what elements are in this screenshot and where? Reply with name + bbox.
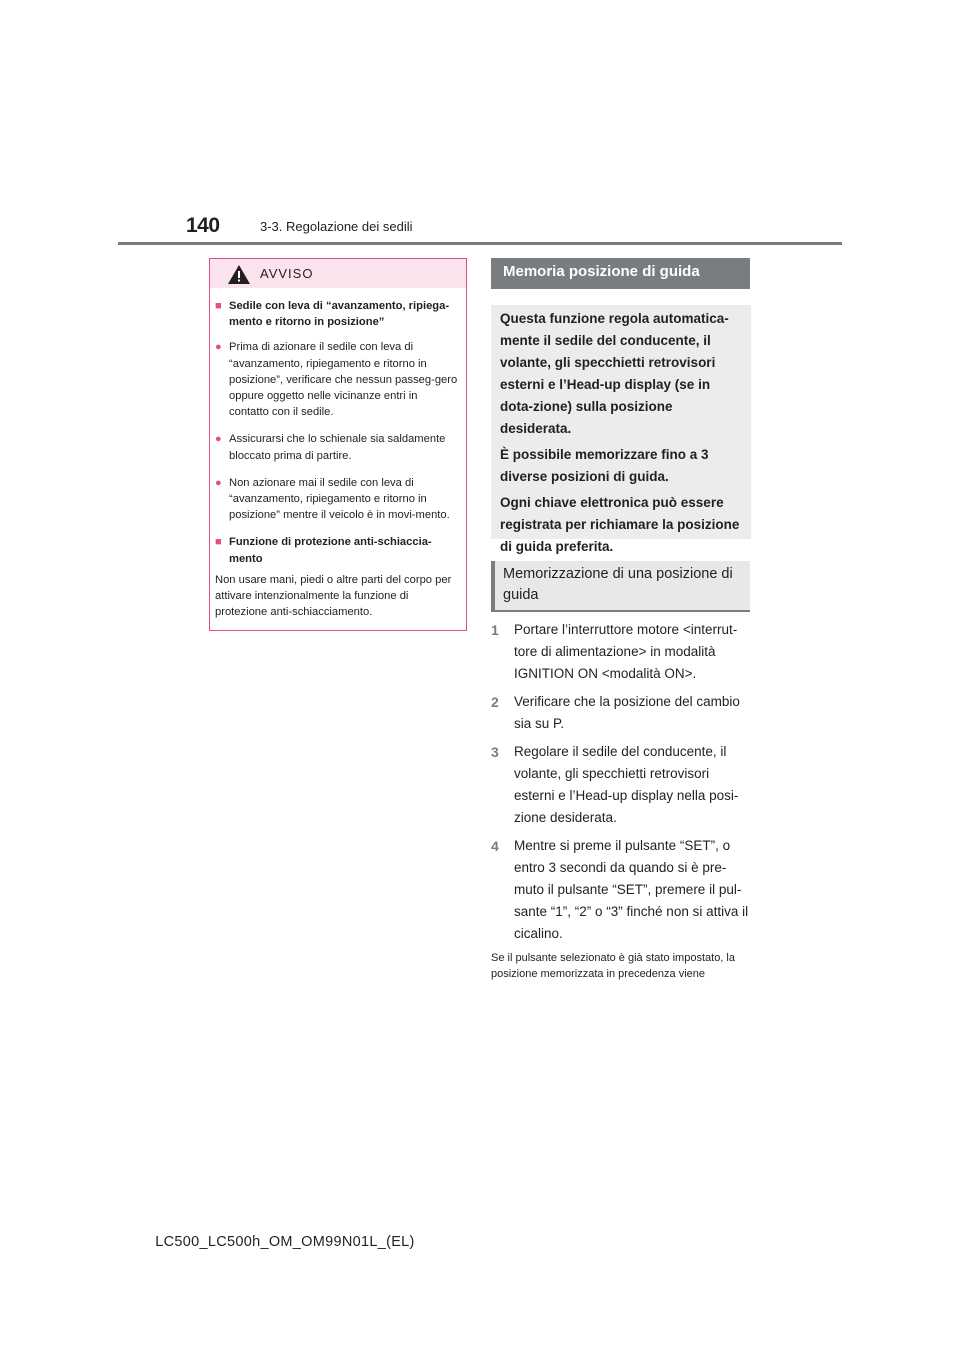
warning-header xyxy=(210,259,466,288)
warning-closing-text: Non usare mani, piedi o altre parti del corpo per attivare intenzionalmente la funzione di protezione anti-schiacciamento. xyxy=(215,573,452,619)
step-text: Mentre si preme il pulsante “SET”, o entro 3 secondi da quando si è pre-muto il pulsante “SET”, premere il pul-sante “1”, “2” o “3” finché non si attiva il cicalino. xyxy=(514,838,749,941)
warning-subheading xyxy=(215,534,460,566)
step-text: Portare l’interruttore motore <interrut-tore di alimentazione> in modalità IGNITION ON <modalità ON>. xyxy=(514,622,738,681)
steps-list xyxy=(491,619,753,951)
step-number: 1 xyxy=(491,622,499,638)
storing-heading: Memorizzazione di una posizione di guida xyxy=(491,561,750,612)
warning-item xyxy=(215,475,460,524)
header-divider xyxy=(118,242,842,245)
warning-item-text: Non azionare mai il sedile con leva di “avanzamento, ripiegamento e ritorno in posizione” mentre il veicolo è in movi-mento. xyxy=(229,476,450,522)
warning-subheading xyxy=(215,298,460,330)
square-bullet-icon: ■ xyxy=(215,300,222,312)
round-bullet-icon: ● xyxy=(215,433,222,446)
step-number: 4 xyxy=(491,838,499,854)
warning-title: AVVISO xyxy=(260,266,314,281)
step-number: 2 xyxy=(491,694,499,710)
warning-item-text: Assicurarsi che lo schienale sia saldamente bloccato prima di partire. xyxy=(229,433,446,462)
round-bullet-icon: ● xyxy=(215,476,222,489)
step-text: Verificare che la posizione del cambio sia su P. xyxy=(514,694,740,731)
warning-item-text: Funzione di protezione anti-schiaccia-mento xyxy=(229,536,432,565)
warning-item xyxy=(215,339,460,420)
page-footer xyxy=(0,1234,960,1250)
warning-triangle-icon xyxy=(227,264,251,285)
page-number: 140 xyxy=(186,214,220,237)
info-paragraph: È possibile memorizzare fino a 3 diverse posizioni di guida. xyxy=(500,447,709,484)
document-code: LC500_LC500h_OM_OM99N01L_(EL) xyxy=(155,1234,415,1250)
step-number: 3 xyxy=(491,744,499,760)
page-header xyxy=(0,0,960,250)
section-title: 3-3. Regolazione dei sedili xyxy=(260,219,413,234)
step-item xyxy=(491,691,753,735)
warning-body xyxy=(210,288,466,620)
warning-item xyxy=(215,431,460,463)
step-note: Se il pulsante selezionato è già stato impostato, la posizione memorizzata in precedenza viene xyxy=(491,952,735,980)
warning-item-text: Prima di azionare il sedile con leva di “avanzamento, ripiegamento e ritorno in posizione”, verificare che nessun passeg-gero oppure oggetto nelle vicinanze entri in contatto con il sedile. xyxy=(229,341,458,419)
step-item xyxy=(491,835,753,945)
warning-item-text: Sedile con leva di “avanzamento, ripiega-mento e ritorno in posizione” xyxy=(229,300,450,329)
step-item xyxy=(491,741,753,829)
round-bullet-icon: ● xyxy=(215,341,222,354)
memory-info-box xyxy=(491,305,751,554)
memory-heading: Memoria posizione di guida xyxy=(491,258,750,289)
step-text: Regolare il sedile del conducente, il volante, gli specchietti retrovisori esterni e l’Head-up display nella posi-zione desiderata. xyxy=(514,744,739,825)
warning-box xyxy=(209,258,467,631)
info-paragraph: Ogni chiave elettronica può essere registrata per richiamare la posizione di guida preferita. xyxy=(500,495,740,554)
info-paragraph: Questa funzione regola automatica-mente il sedile del conducente, il volante, gli specchietti retrovisori esterni e l’Head-up display (se in dota-zione) sulla posizione desiderata. xyxy=(500,311,729,436)
square-bullet-icon: ■ xyxy=(215,536,222,549)
step-item xyxy=(491,619,753,685)
